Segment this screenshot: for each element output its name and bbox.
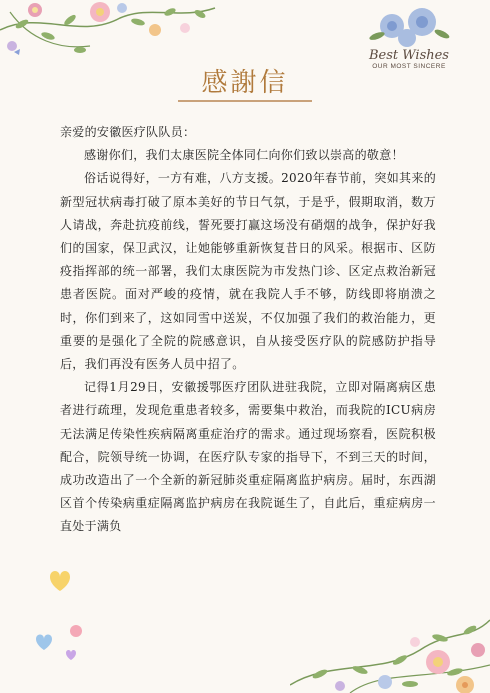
title-underline [178, 100, 312, 102]
greeting: 亲爱的安徽医疗队队员： [60, 125, 196, 139]
paragraph-memory: 记得1月29日，安徽援鄂医疗团队进驻我院，立即对隔离病区患者进行疏理，发现危重患者较多，需要集中救治，而我院的ICU病房无法满足传染性疾病隔离重症治疗的需求。通过现场察看，医院积极配合，院领导统一协调，在医疗队专家的指导下，不到三天的时间，成功改造出了一个全新的新冠肺炎重症隔离监护病房。届时，东西湖区首个传染病重症隔离监护病房在我院诞生了，自此后，重症病房一直处于满负 [60, 380, 436, 534]
blue-flowers-top-right [362, 0, 462, 52]
floral-corner-bottom-right [290, 590, 490, 693]
letter-title: 感謝信 [201, 68, 289, 98]
paragraph-thanks: 感谢你们，我们太康医院全体同仁向你们致以崇高的敬意！ [84, 148, 404, 163]
brand-script: Best Wishes [369, 48, 449, 63]
letter-body [60, 121, 436, 539]
floral-corner-top-left [0, 0, 220, 70]
brand-tagline: OUR MOST SINCERE [372, 63, 446, 70]
hearts-decoration [30, 565, 90, 660]
paragraph-support: 俗话说得好，一方有难，八方支援。2020年春节前，突如其来的新型冠状病毒打破了原本美好的节日气氛，于是乎，假期取消，数万人请战，奔赴抗疫前线，誓死要打赢这场没有硝烟的战争，保护好我们的国家，保卫武汉，让她能够重新恢复昔日的风采。根据市、区防疫指挥部的统一部署，我们太康医院为市发热门诊、区定点救治新冠患者医院。面对严峻的疫情，就在我院人手不够，防线即将崩溃之时，你们到来了，这如同雪中送炭，不仅加强了我们的救治能力，更重要的是强化了全院的院感意识，自从接受医疗队的院感防护指导后，我们再没有医务人员中招了。 [60, 171, 436, 372]
